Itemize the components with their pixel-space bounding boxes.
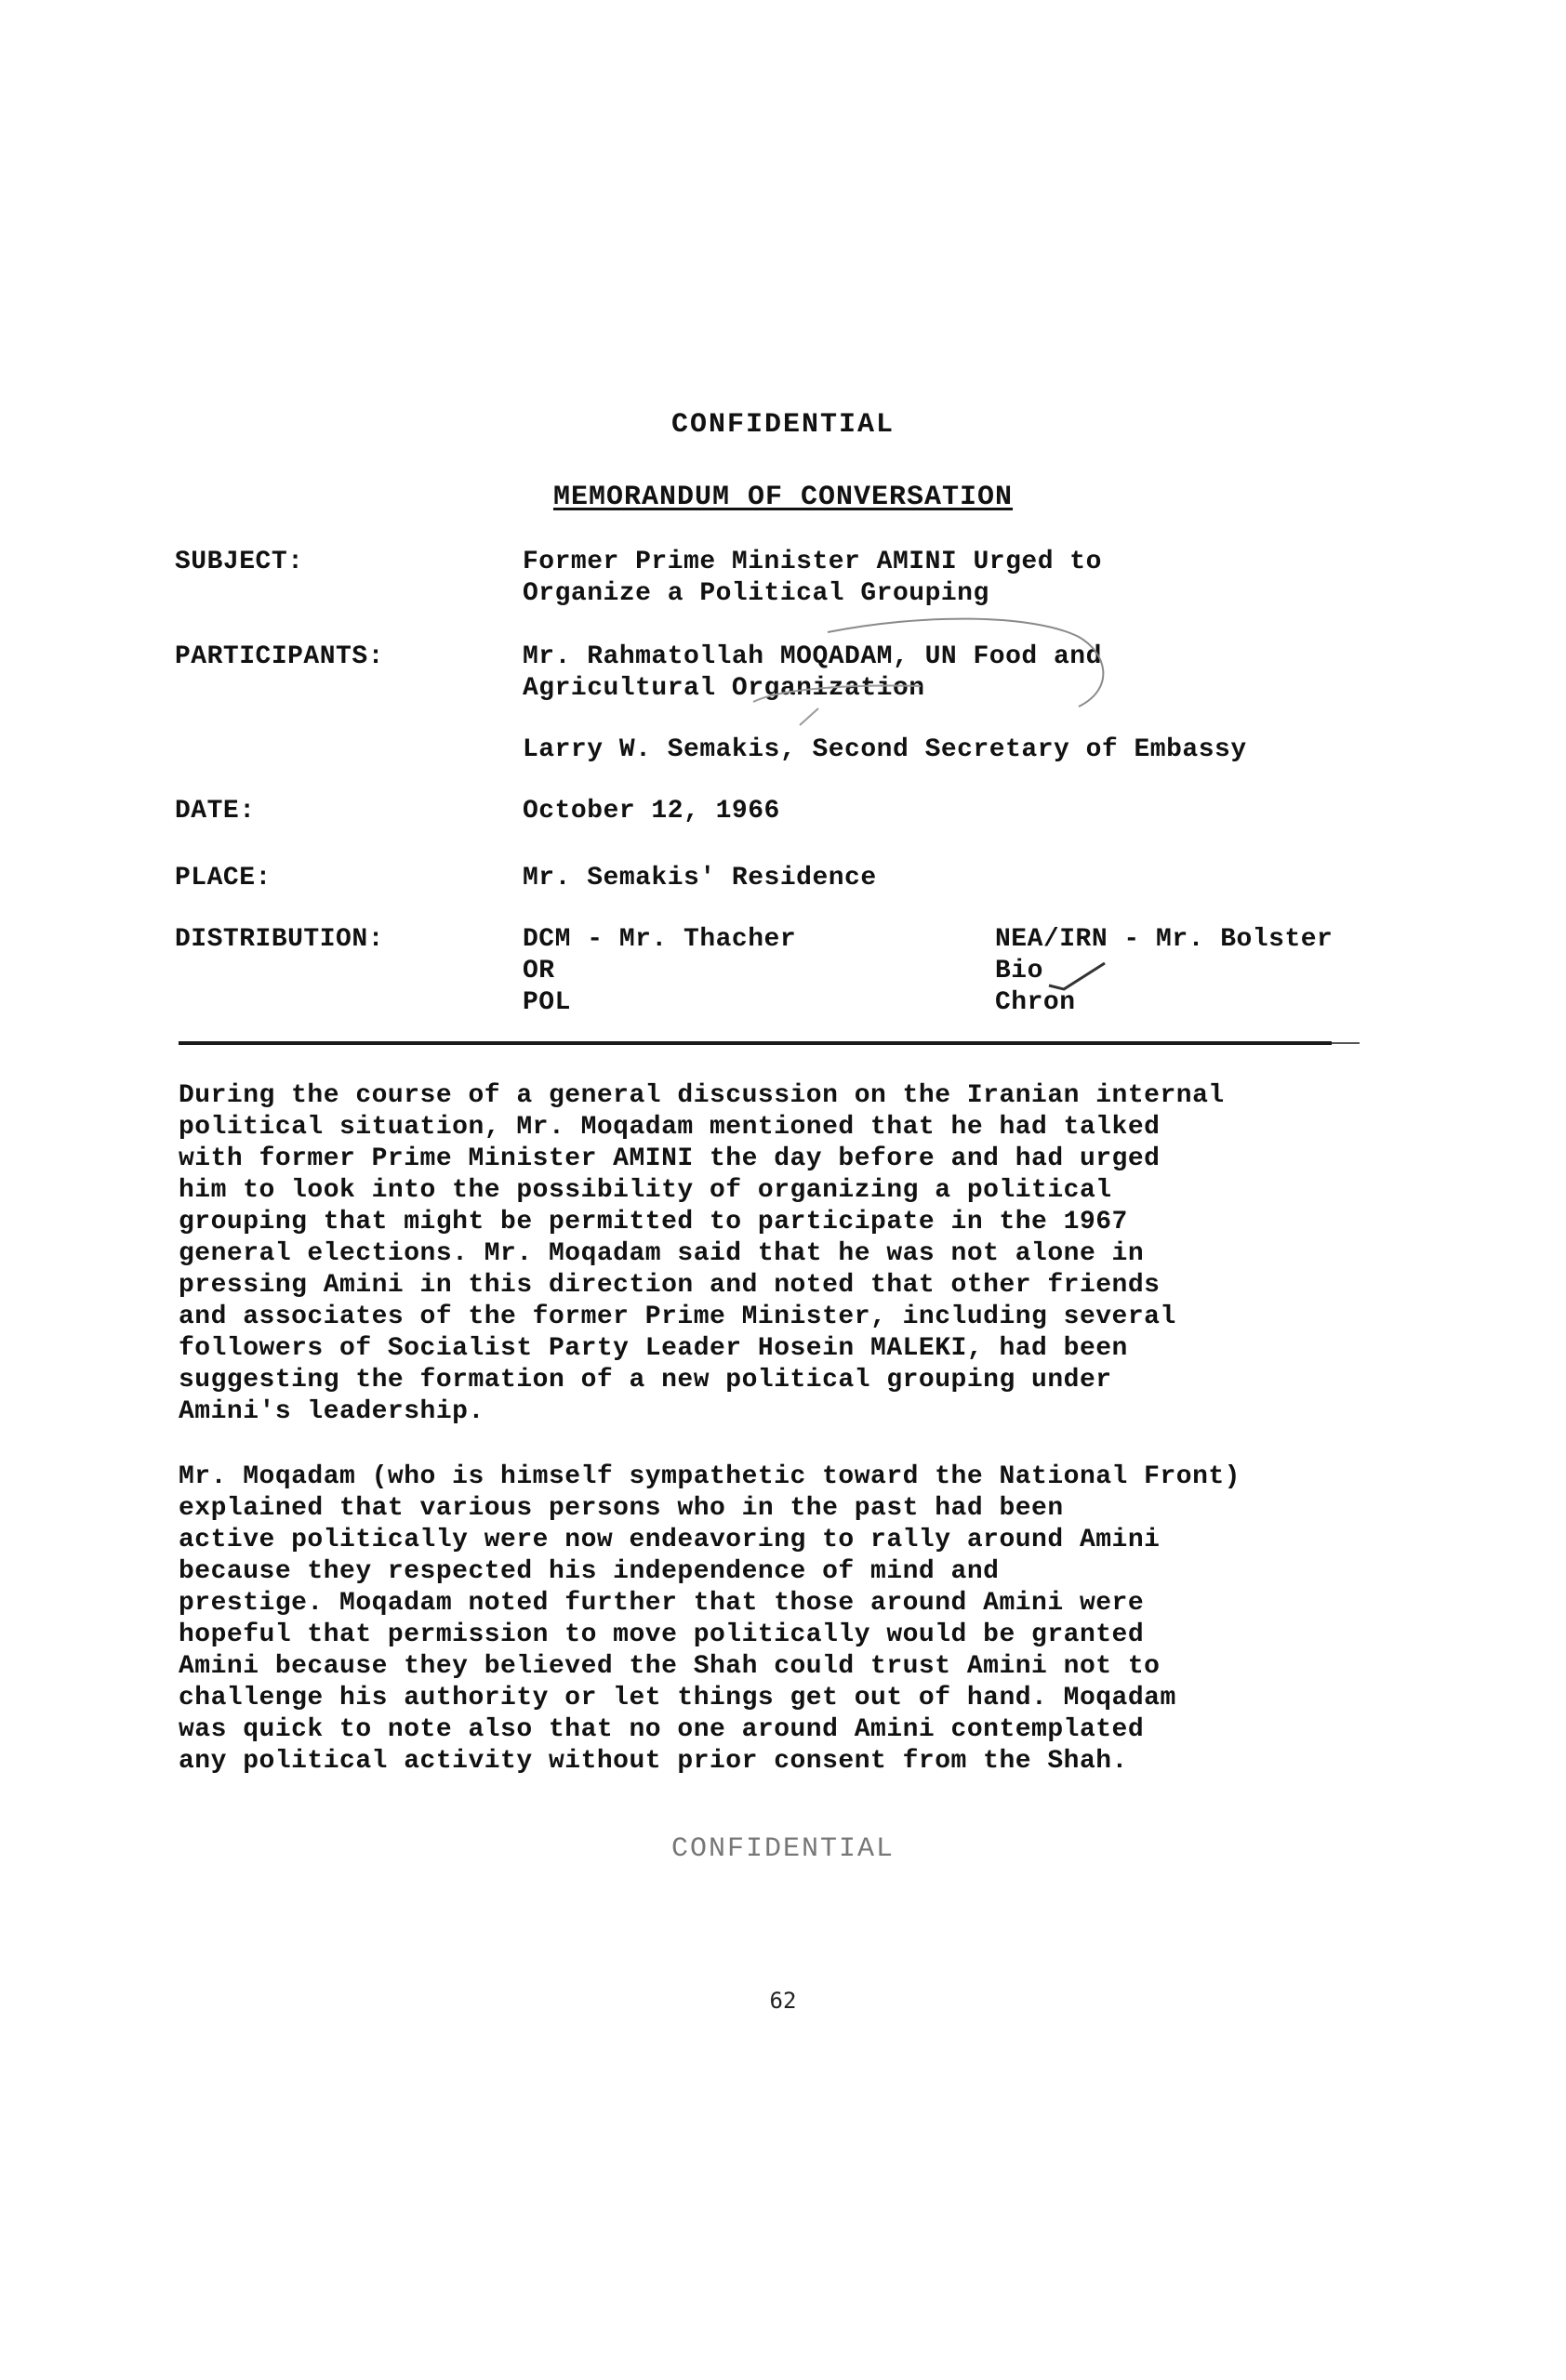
place-label: PLACE: [175, 864, 272, 892]
paragraph-line: hopeful that permission to move politically would be granted [179, 1620, 1145, 1649]
subject-line: Organize a Political Grouping [523, 579, 989, 608]
distribution-entry: DCM - Mr. Thacher [523, 925, 797, 954]
distribution-entry: Bio [995, 957, 1043, 985]
participants-label: PARTICIPANTS: [175, 642, 384, 671]
subject-line: Former Prime Minister AMINI Urged to [523, 548, 1102, 576]
participant-line: Agricultural Organization [523, 674, 925, 703]
document-title: MEMORANDUM OF CONVERSATION [552, 482, 1014, 513]
paragraph-line: followers of Socialist Party Leader Hosein MALEKI, had been [179, 1334, 1128, 1363]
paragraph-line: pressing Amini in this direction and noted that other friends [179, 1271, 1161, 1300]
paragraph-line: was quick to note also that no one around Amini contemplated [179, 1715, 1145, 1744]
paragraph-line: Mr. Moqadam (who is himself sympathetic toward the National Front) [179, 1462, 1241, 1491]
distribution-label: DISTRIBUTION: [175, 925, 384, 954]
place-value: Mr. Semakis' Residence [523, 864, 877, 892]
paragraph-line: Amini's leadership. [179, 1397, 484, 1426]
paragraph-line: with former Prime Minister AMINI the day before and had urged [179, 1144, 1161, 1173]
participants-value [523, 641, 1102, 705]
classification-header: CONFIDENTIAL [670, 409, 896, 441]
participant-second: Larry W. Semakis, Second Secretary of Embassy [523, 735, 1247, 764]
distribution-col2 [995, 924, 1333, 1019]
distribution-entry: OR [523, 957, 555, 985]
classification-footer: CONFIDENTIAL [670, 1833, 896, 1865]
distribution-entry: NEA/IRN - Mr. Bolster [995, 925, 1334, 954]
date-value: October 12, 1966 [523, 797, 780, 826]
distribution-entry: Chron [995, 988, 1076, 1017]
paragraph-line: grouping that might be permitted to participate in the 1967 [179, 1208, 1128, 1236]
paragraph-line: During the course of a general discussion on the Iranian internal [179, 1081, 1225, 1110]
participant-line: Mr. Rahmatollah MOQADAM, UN Food and [523, 642, 1102, 671]
paragraph-line: challenge his authority or let things get out of hand. Moqadam [179, 1684, 1176, 1712]
paragraph-line: Amini because they believed the Shah could trust Amini not to [179, 1652, 1161, 1681]
date-label: DATE: [175, 797, 256, 826]
subject-label: SUBJECT: [175, 548, 304, 576]
paragraph-line: because they respected his independence of mind and [179, 1557, 1000, 1586]
paragraph-line: general elections. Mr. Moqadam said that he was not alone in [179, 1239, 1145, 1268]
paragraph-line: any political activity without prior consent from the Shah. [179, 1747, 1128, 1776]
page-number: 62 [769, 1988, 797, 2014]
subject-value [523, 547, 1102, 610]
divider-rule-tail [1332, 1042, 1360, 1044]
paragraph-line: suggesting the formation of a new political grouping under [179, 1366, 1112, 1395]
paragraph-line: explained that various persons who in the past had been [179, 1494, 1064, 1523]
body-paragraph-1 [179, 1080, 1415, 1428]
paragraph-line: and associates of the former Prime Minister, including several [179, 1302, 1176, 1331]
distribution-entry: POL [523, 988, 571, 1017]
distribution-col1 [523, 924, 796, 1019]
body-paragraph-2 [179, 1461, 1415, 1778]
divider-rule [179, 1041, 1332, 1045]
paragraph-line: active politically were now endeavoring to rally around Amini [179, 1526, 1161, 1554]
paragraph-line: political situation, Mr. Moqadam mentioned that he had talked [179, 1113, 1161, 1142]
paragraph-line: prestige. Moqadam noted further that those around Amini were [179, 1589, 1145, 1618]
paragraph-line: him to look into the possibility of organizing a political [179, 1176, 1112, 1205]
